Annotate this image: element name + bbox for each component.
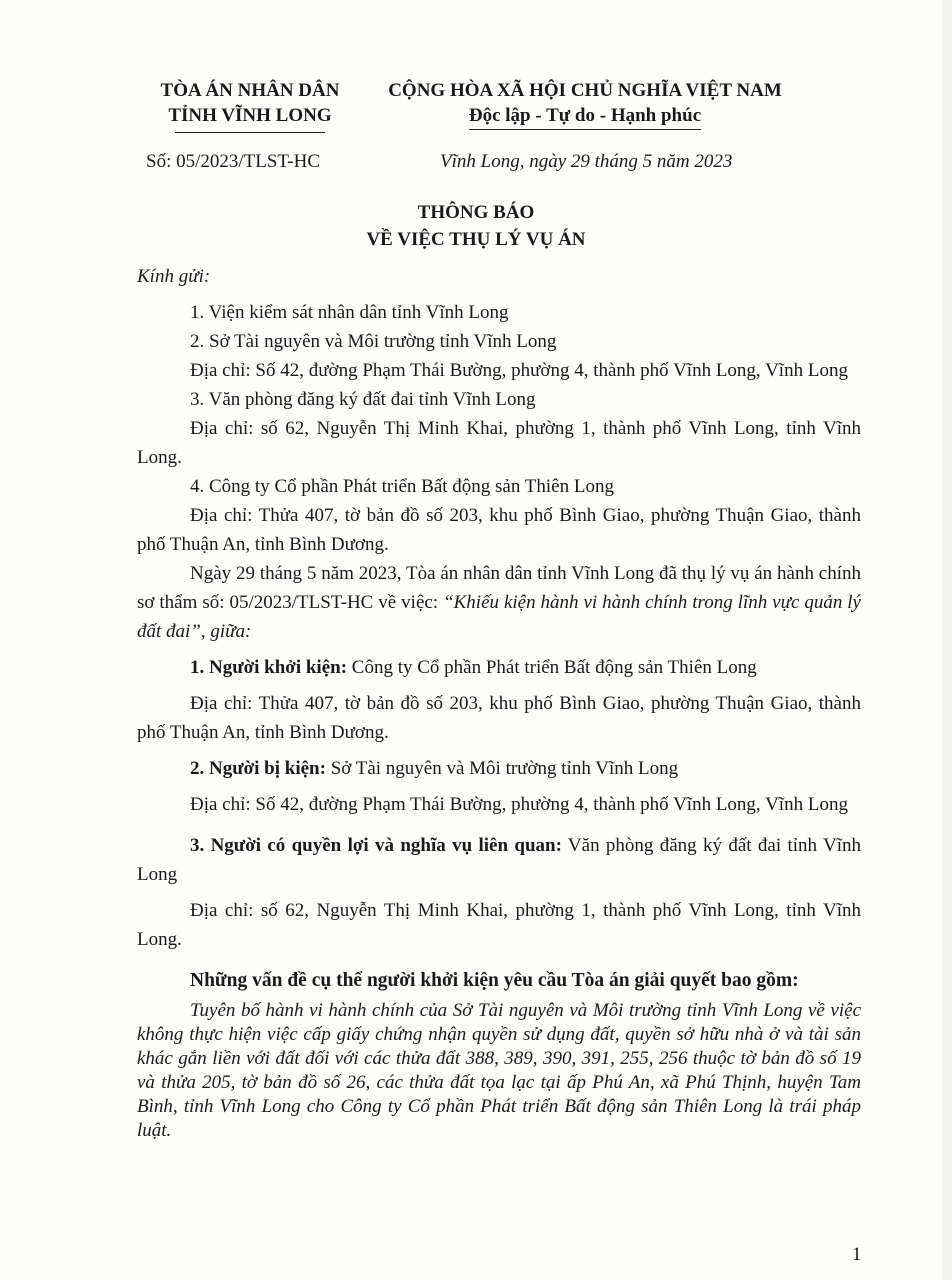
defendant-label: 2. Người bị kiện: (190, 758, 326, 779)
requests-text: Tuyên bố hành vi hành chính của Sở Tài nguyên và Môi trường tỉnh Vĩnh Long về việc không thực hiện việc cấp giấy chứng nhận quyền sử dụng đất, quyền sở hữu nhà ở và tài sản khác gắn liền với đất đối với các thửa đất 388, 389, 390, 391, 255, 256 thuộc tờ bản đồ số 19 và thửa 205, tờ bản đồ số 26, các thửa đất tọa lạc tại ấp Phú An, xã Phú Thịnh, huyện Tam Bình, tỉnh Vĩnh Long cho Công ty Cổ phần Phát triển Bất động sản Thiên Long là trái pháp luật. (137, 1000, 861, 1141)
document-title: THÔNG BÁO (417, 202, 535, 223)
requests-heading: Những vấn đề cụ thể người khởi kiện yêu cầu Tòa án giải quyết bao gồm: (190, 970, 799, 991)
document-subtitle: VỀ VIỆC THỤ LÝ VỤ ÁN (366, 229, 586, 250)
recipient-4: 4. Công ty Cổ phần Phát triển Bất động sản Thiên Long (190, 476, 614, 497)
defendant-name: Sở Tài nguyên và Môi trường tỉnh Vĩnh Long (325, 758, 679, 779)
recipient-2-address: Địa chỉ: Số 42, đường Phạm Thái Bường, phường 4, thành phố Vĩnh Long, Vĩnh Long (190, 360, 848, 381)
place-date-line: Vĩnh Long, ngày 29 tháng 5 năm 2023 (440, 151, 733, 172)
related-party-address: Địa chỉ: số 62, Nguyễn Thị Minh Khai, phường 1, thành phố Vĩnh Long, tỉnh Vĩnh Long. (137, 900, 861, 950)
case-subject: “Khiếu kiện hành vi hành chính trong lĩnh vực quản lý đất đai”, giữa: (137, 592, 861, 642)
related-party (137, 831, 861, 889)
salutation: Kính gửi: (137, 266, 211, 287)
recipient-3-address: Địa chỉ: số 62, Nguyễn Thị Minh Khai, phường 1, thành phố Vĩnh Long, tỉnh Vĩnh Long. (137, 418, 861, 468)
related-party-name: Văn phòng đăng ký đất đai tỉnh Vĩnh Long (137, 835, 861, 885)
recipient-3: 3. Văn phòng đăng ký đất đai tỉnh Vĩnh Long (190, 389, 536, 410)
court-header (130, 78, 370, 133)
intro-paragraph (137, 559, 861, 646)
intro-text: Ngày 29 tháng 5 năm 2023, Tòa án nhân dân tỉnh Vĩnh Long đã thụ lý vụ án hành chính sơ thẩm số: 05/2023/TLST-HC về việc: (137, 563, 861, 613)
court-name-line1: TÒA ÁN NHÂN DÂN (160, 80, 340, 101)
plaintiff-label: 1. Người khởi kiện: (190, 657, 348, 678)
page-number: 1 (852, 1244, 862, 1265)
related-party-label: 3. Người có quyền lợi và nghĩa vụ liên quan: (190, 835, 562, 856)
defendant (137, 754, 861, 783)
plaintiff-address: Địa chỉ: Thửa 407, tờ bản đồ số 203, khu phố Bình Giao, phường Thuận Giao, thành phố Thuận An, tỉnh Bình Dương. (137, 693, 861, 743)
document-body (137, 262, 861, 1143)
plaintiff (137, 653, 861, 682)
national-motto: Độc lập - Tự do - Hạnh phúc (469, 103, 701, 130)
document-number: Số: 05/2023/TLST-HC (146, 151, 321, 172)
recipient-2: 2. Sở Tài nguyên và Môi trường tỉnh Vĩnh Long (190, 331, 557, 352)
defendant-address: Địa chỉ: Số 42, đường Phạm Thái Bường, phường 4, thành phố Vĩnh Long, Vĩnh Long (190, 794, 848, 815)
recipient-1: 1. Viện kiểm sát nhân dân tỉnh Vĩnh Long (190, 302, 509, 323)
page-edge-shadow (942, 0, 952, 1280)
plaintiff-name: Công ty Cổ phần Phát triển Bất động sản Thiên Long (347, 657, 757, 678)
national-header (372, 78, 798, 130)
recipient-4-address: Địa chỉ: Thửa 407, tờ bản đồ số 203, khu phố Bình Giao, phường Thuận Giao, thành phố Thuận An, tỉnh Bình Dương. (137, 505, 861, 555)
court-name-line2: TỈNH VĨNH LONG (168, 105, 332, 126)
court-header-rule (175, 132, 325, 133)
nation-title: CỘNG HÒA XÃ HỘI CHỦ NGHĨA VIỆT NAM (388, 80, 782, 101)
